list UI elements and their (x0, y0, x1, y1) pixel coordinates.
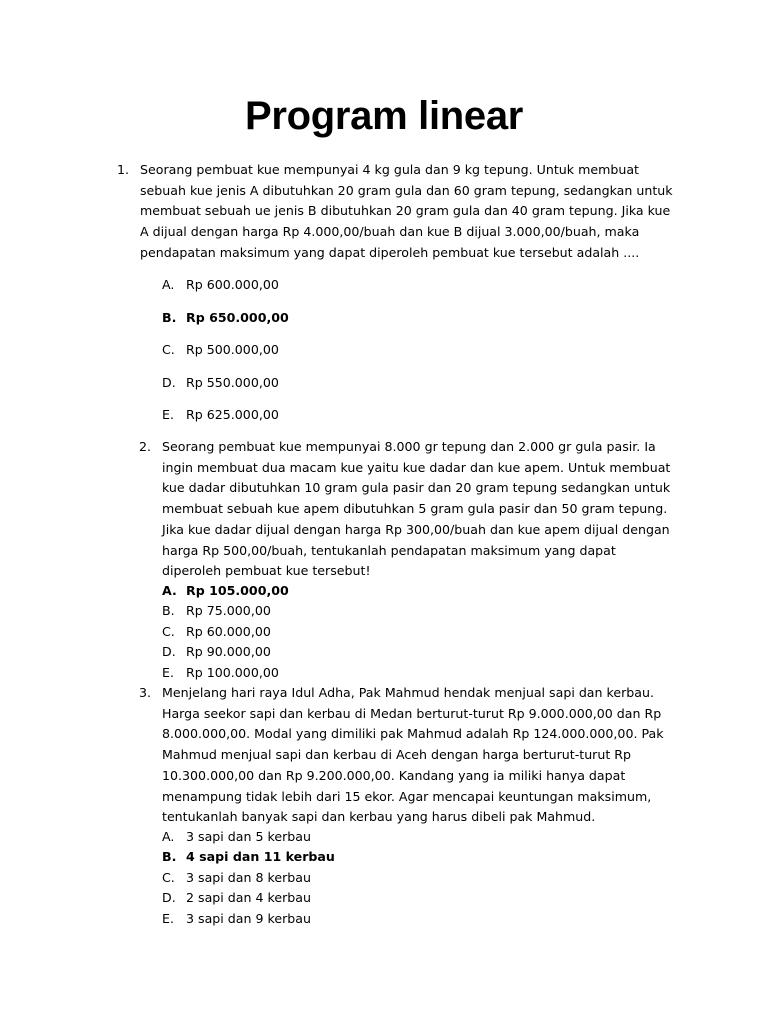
option-text: Rp 650.000,00 (186, 309, 289, 325)
option-c (162, 622, 289, 642)
option-text: 3 sapi dan 9 kerbau (186, 910, 311, 926)
option-text: Rp 550.000,00 (186, 374, 279, 390)
option-text: Rp 90.000,00 (186, 644, 271, 660)
question-text: Seorang pembuat kue mempunyai 8.000 gr tepung dan 2.000 gr gula pasir. Ia ingin membuat dua macam kue yaitu kue dadar dan kue apem. Untuk membuat kue dadar dibutuhkan 10 gram gula pasir dan 20 gram tepung sedangkan untuk membuat sebuah kue apem dibutuhkan 5 gram gula pasir dan 50 gram tepung. Jika kue dadar dijual dengan harga Rp 300,00/buah dan kue apem dijual dengan harga Rp 500,00/buah, tentukanlah pendapatan maksimum yang dapat diperoleh pembuat kue tersebut! (162, 439, 671, 579)
option-letter: E. (162, 407, 174, 423)
question-number: 3. (139, 685, 152, 700)
option-letter: A. (162, 829, 175, 844)
question-number: 1. (117, 162, 130, 177)
option-letter: D. (162, 644, 176, 660)
question-text: Menjelang hari raya Idul Adha, Pak Mahmud hendak menjual sapi dan kerbau. Harga seekor sapi dan kerbau di Medan berturut-turut Rp 9.000.000,00 dan Rp 8.000.000,00. Modal yang dimiliki pak Mahmud adalah Rp 124.000.000,00. Pak Mahmud menjual sapi dan kerbau di Aceh dengan harga berturut-turut Rp 10.300.000,00 dan Rp 9.200.000,00. Kandang yang ia miliki hanya dapat menampung tidak lebih dari 15 ekor. Agar mencapai keuntungan maksimum, tentukanlah banyak sapi dan kerbau yang harus dibeli pak Mahmud. (162, 685, 664, 825)
option-a (162, 581, 289, 601)
option-c (162, 868, 335, 888)
option-text: Rp 60.000,00 (186, 623, 271, 639)
option-d (162, 888, 335, 908)
option-letter: B. (162, 849, 177, 865)
option-letter: A. (162, 583, 177, 598)
option-letter: C. (162, 342, 175, 358)
question-text: Seorang pembuat kue mempunyai 4 kg gula dan 9 kg tepung. Untuk membuat sebuah kue jenis A dibutuhkan 20 gram gula dan 60 gram tepung, sedangkan untuk membuat sebuah ue jenis B dibutuhkan 20 gram gula dan 40 gram tepung. Jika kue A dijual dengan harga Rp 4.000,00/buah dan kue B dijual 3.000,00/buah, maka pendapatan maksimum yang dapat diperoleh pembuat kue tersebut adalah .... (140, 162, 673, 260)
option-a (162, 275, 289, 295)
option-b (162, 601, 289, 621)
option-text: Rp 75.000,00 (186, 603, 271, 619)
option-text: Rp 105.000,00 (186, 583, 289, 598)
option-d (162, 373, 289, 393)
question-3 (139, 683, 674, 828)
option-text: Rp 100.000,00 (186, 664, 279, 680)
page-title: Program linear (244, 94, 524, 138)
option-text: 2 sapi dan 4 kerbau (186, 890, 311, 906)
option-text: 4 sapi dan 11 kerbau (186, 849, 335, 865)
option-e (162, 663, 289, 683)
option-a (162, 827, 335, 847)
option-letter: D. (162, 890, 176, 906)
option-letter: A. (162, 277, 175, 292)
option-b (162, 308, 289, 328)
question-1-options (162, 275, 289, 438)
question-1 (117, 160, 680, 264)
option-e (162, 909, 335, 929)
option-letter: C. (162, 623, 175, 639)
option-text: 3 sapi dan 8 kerbau (186, 869, 311, 885)
option-letter: D. (162, 374, 176, 390)
option-letter: B. (162, 603, 175, 619)
option-letter: B. (162, 309, 177, 325)
question-2-options (162, 581, 289, 683)
option-text: Rp 500.000,00 (186, 342, 279, 358)
option-c (162, 340, 289, 360)
question-3-options (162, 827, 335, 929)
option-b (162, 847, 335, 867)
option-letter: E. (162, 664, 174, 680)
option-text: Rp 600.000,00 (186, 277, 279, 292)
option-text: 3 sapi dan 5 kerbau (186, 829, 311, 844)
option-letter: C. (162, 869, 175, 885)
option-e (162, 405, 289, 425)
question-2 (139, 437, 674, 582)
option-d (162, 642, 289, 662)
option-text: Rp 625.000,00 (186, 407, 279, 423)
question-number: 2. (139, 439, 152, 454)
option-letter: E. (162, 910, 174, 926)
